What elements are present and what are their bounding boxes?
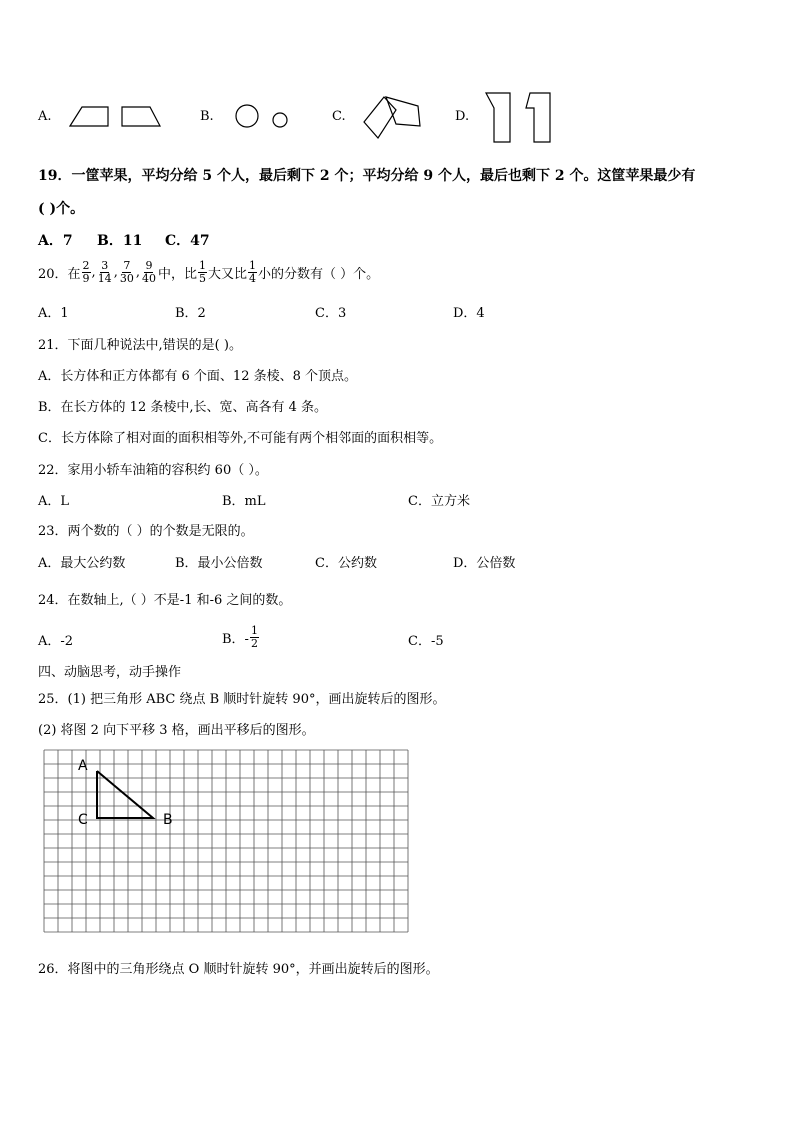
q24-option-a: A．-2 <box>38 634 74 649</box>
grid-lines <box>44 750 408 932</box>
q19-option-a: A．7 <box>38 233 73 249</box>
q21-option-c: C．长方体除了相对面的面积相等外,不可能有两个相邻面的面积相等。 <box>38 431 443 446</box>
q21-option-a: A．长方体和正方体都有 6 个面、12 条棱、8 个顶点。 <box>38 369 358 384</box>
q20-mid2: 大又比 <box>207 266 247 282</box>
q22-stem: 22．家用小轿车油箱的容积约 60（ ）。 <box>38 463 268 478</box>
q18-option-c-label: C. <box>332 109 346 124</box>
q20-mid1: 中，比 <box>157 266 197 282</box>
q20-option-d: D．4 <box>453 306 485 321</box>
q26-stem: 26．将图中的三角形绕点 O 顺时针旋转 90°，并画出旋转后的图形。 <box>38 962 439 977</box>
label-c: C <box>78 812 88 828</box>
q22-option-a: A．L <box>38 494 70 509</box>
q20-fraction-1: $\frac{2}{9}$ <box>82 258 90 285</box>
q24-option-c: C．-5 <box>408 634 444 649</box>
q20-fraction-4: $\frac{9}{40}$ <box>141 258 156 285</box>
q24-option-b-prefix: B．- <box>222 631 249 647</box>
q23-option-d: D．公倍数 <box>453 556 516 571</box>
q25-line1: 25．(1) 把三角形 ABC 绕点 B 顺时针旋转 90°，画出旋转后的图形。 <box>38 692 446 707</box>
q23-option-a: A．最大公约数 <box>38 556 126 571</box>
q20-option-a: A．1 <box>38 306 69 321</box>
q20-option-c: C．3 <box>315 306 347 321</box>
q22-option-c: C．立方米 <box>408 494 470 509</box>
q19-option-b: B．11 <box>97 233 143 249</box>
label-a: A <box>78 758 88 774</box>
q18-option-d-label: D. <box>455 109 470 124</box>
q20-fraction-a: $\frac{1}{5}$ <box>198 258 206 285</box>
q18-option-b-label: B. <box>200 109 214 124</box>
q23-option-c: C．公约数 <box>315 556 377 571</box>
q22-option-b: B．mL <box>222 494 266 509</box>
label-b: B <box>163 812 173 828</box>
q20-option-b: B．2 <box>175 306 206 321</box>
q20-fraction-2: $\frac{3}{14}$ <box>97 258 112 285</box>
q21-option-b: B．在长方体的 12 条棱中,长、宽、高各有 4 条。 <box>38 400 328 415</box>
q21-stem: 21．下面几种说法中,错误的是( )。 <box>38 338 242 353</box>
q25-line2: (2) 将图 2 向下平移 3 格，画出平移后的图形。 <box>38 723 315 738</box>
q20-prefix: 20．在 <box>38 266 81 282</box>
q19-stem-line2: ( )个。 <box>38 201 85 217</box>
q19-option-c: C．47 <box>165 233 210 249</box>
q23-option-b: B．最小公倍数 <box>175 556 263 571</box>
q20-suffix: 小的分数有（ ）个。 <box>258 266 380 282</box>
q18-option-a-label: A. <box>38 109 52 124</box>
q20-sep: , <box>135 264 140 280</box>
q20-sep: , <box>113 264 118 280</box>
q20-fraction-b: $\frac{1}{4}$ <box>249 258 256 285</box>
q19-stem-line1: 19．一筐苹果，平均分给 5 个人，最后剩下 2 个；平均分给 9 个人，最后也剩下 2 个。这筐苹果最少有 <box>38 168 696 184</box>
q20-fraction-3: $\frac{7}{30}$ <box>119 258 134 285</box>
q24-option-b-fraction: $\frac{1}{2}$ <box>250 623 258 650</box>
section-title: 四、动脑思考，动手操作 <box>38 665 182 680</box>
q20-sep: , <box>91 264 96 280</box>
q24-stem: 24．在数轴上,（ ）不是-1 和-6 之间的数。 <box>38 593 292 608</box>
q23-stem: 23．两个数的（ ）的个数是无限的。 <box>38 524 254 539</box>
